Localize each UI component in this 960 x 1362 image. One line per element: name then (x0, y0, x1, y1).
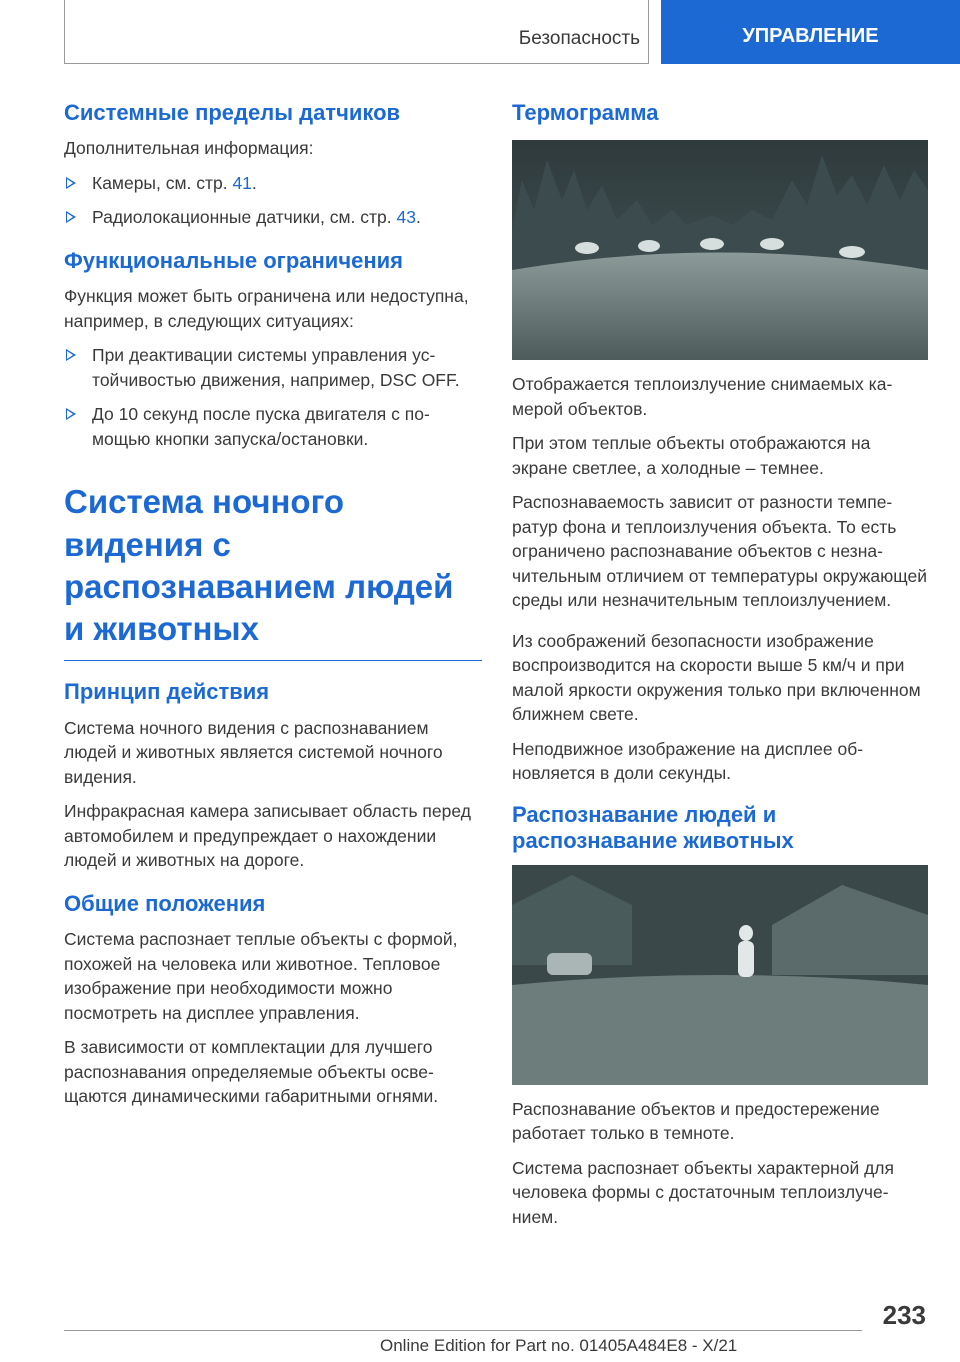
list-item: Камеры, см. стр. 41. (64, 171, 482, 196)
principle-p1: Система ночного видения с распознаванием людей и животных является системой ночного видения. (64, 717, 443, 787)
general-p2: В зависимости от комплектации для лучшего распознавания определяемые объекты освещаются динамическими габаритными огнями. (64, 1037, 439, 1106)
right-column (512, 100, 928, 1239)
detection-p1: Распознавание объектов и предостережение работает только в темноте. (512, 1098, 880, 1144)
chapter-title: Система ночного видения с распознаванием людей и животных (64, 483, 454, 647)
list-item: До 10 секунд после пуска двигателя с помощью кнопки запуска/остановки. (64, 402, 482, 451)
left-column (64, 100, 482, 1119)
page-link-41[interactable]: 41 (232, 172, 252, 193)
thermal-image-animals (512, 140, 928, 360)
title-divider (64, 660, 482, 661)
sensor-limits-intro: Дополнительная информация: (64, 138, 314, 159)
page-link-43[interactable]: 43 (396, 207, 416, 228)
section-title-thermogram: Термограмма (512, 100, 659, 125)
footer-edition: Online Edition for Part no. 01405A484E8 - X/21 (380, 1336, 738, 1355)
general-p1: Система распознает теплые объекты с формой, похожей на человека или животное. Тепловое изображение при необходимости можно посмотреть на дисплее управления. (64, 929, 458, 1023)
thermal-image-pedestrian (512, 865, 928, 1085)
section-title-principle: Принцип действия (64, 679, 270, 705)
thermogram-p3: Распознаваемость зависит от разности температур фона и теплоизлучения объекта. То есть ограничено распознавание объектов с незначительным отличием от температуры окружающей среды или незначительным теплоизлучением. (512, 492, 927, 611)
triangle-bullet-icon (66, 211, 76, 223)
sensor-limits-list (64, 171, 482, 230)
header-section-label: Безопасность (518, 28, 640, 49)
section-title-sensor-limits: Системные пределы датчиков (64, 100, 401, 125)
principle-p2: Инфракрасная камера записывает область перед автомобилем и предупреждает о нахождении людей и животных на дороге. (64, 801, 471, 871)
header-chapter-tab[interactable] (661, 0, 960, 64)
thermogram-p1: Отображается теплоизлучение снимаемых камерой объектов. (512, 374, 893, 419)
section-title-general: Общие положения (64, 890, 266, 916)
thermogram-p4: Из соображений безопасности изображение воспроизводится на скорости выше 5 км/ч и при малой яркости окружения только при включенном ближнем свете. (512, 630, 921, 725)
thermogram-p5: Неподвижное изображение на дисплее обновляется в доли секунды. (512, 738, 864, 784)
header-chapter-label: УПРАВЛЕНИЕ (742, 24, 879, 47)
section-title-detection: Распознавание людей и распознавание животных (512, 801, 794, 854)
list-item: Радиолокационные датчики, см. стр. 43. (64, 205, 482, 230)
triangle-bullet-icon (66, 177, 76, 189)
triangle-bullet-icon (66, 349, 76, 361)
detection-p2: Система распознает объекты характерной для человека формы с достаточным теплоизлучением. (512, 1157, 894, 1227)
list-item: При деактивации системы управления устойчивостью движения, например, DSC OFF. (64, 343, 482, 392)
triangle-bullet-icon (66, 408, 76, 420)
functional-limits-list (64, 343, 482, 451)
section-title-functional-limits: Функциональные ограничения (64, 247, 403, 273)
footer-divider (64, 1330, 862, 1331)
page-number: 233 (882, 1300, 926, 1330)
thermogram-p2: При этом теплые объекты отображаются на экране светлее, а холодные – темнее. (512, 433, 871, 478)
functional-limits-intro: Функция может быть ограничена или недоступна, например, в следующих ситуациях: (64, 286, 469, 331)
